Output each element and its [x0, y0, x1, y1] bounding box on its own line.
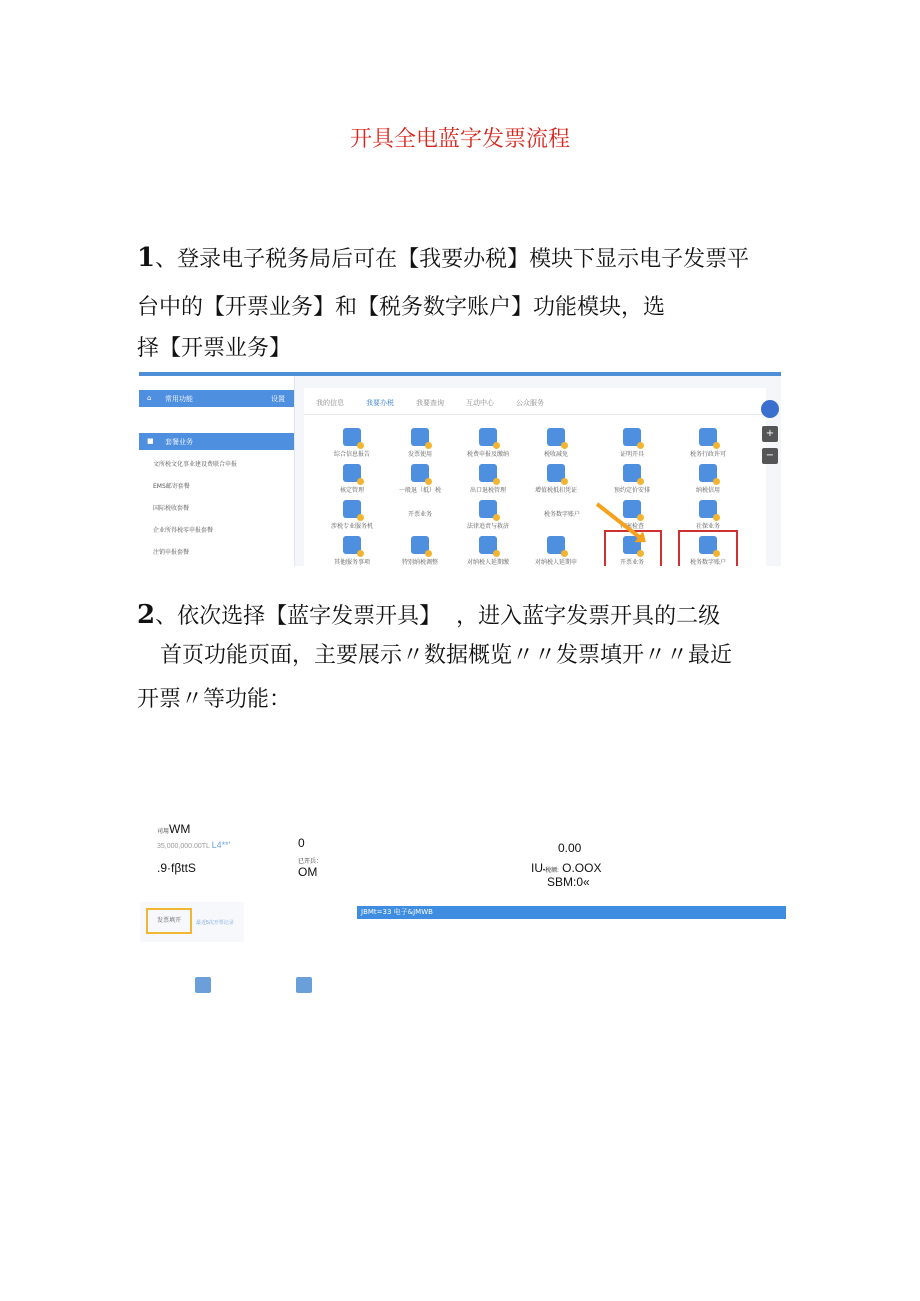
- issued-value: OM: [298, 865, 318, 879]
- tile-credit[interactable]: 纳税信用: [680, 464, 736, 494]
- tile-digital-account[interactable]: 税务数字账户: [680, 536, 736, 566]
- archive-icon: [623, 500, 641, 518]
- sidebar-item[interactable]: EMS邮寄套餐: [153, 483, 190, 490]
- home-icon: ⌂: [147, 394, 152, 402]
- credit-icon: [699, 464, 717, 482]
- calendar-icon: [623, 464, 641, 482]
- tile-agency[interactable]: 涉税专业服务机: [324, 500, 380, 530]
- tab-public[interactable]: 公众服务: [516, 399, 544, 407]
- tile-invoicing-text[interactable]: 开票业务: [407, 511, 432, 518]
- sidebar-header[interactable]: ⌂ 常用功能 设置: [139, 390, 294, 407]
- step2-line3: 开票〃等功能：: [137, 687, 292, 712]
- deduction-icon: [547, 464, 565, 482]
- step2-number: 2: [137, 600, 156, 630]
- sidebar: [139, 376, 295, 566]
- cloud-icon: [479, 428, 497, 446]
- sidebar-item[interactable]: 企业所得税零申报套餐: [153, 527, 214, 534]
- certificate-icon: [623, 428, 641, 446]
- tile-pricing[interactable]: 预约定价安排: [604, 464, 660, 494]
- tab-tax-services[interactable]: 我要办税: [366, 399, 394, 407]
- zoom-out-icon[interactable]: −: [762, 448, 778, 464]
- step1-line3: 择【开票业务】: [137, 336, 292, 361]
- step2-line1: 2、依次选择【蓝字发票开具】 ，进入蓝字发票开具的二级: [137, 600, 721, 630]
- tile-archive[interactable]: 档案检查: [604, 500, 660, 530]
- report-icon: [343, 428, 361, 446]
- tile-verification[interactable]: 核定管理: [324, 464, 380, 494]
- heart-icon: [343, 536, 361, 554]
- gavel-icon: [479, 500, 497, 518]
- tile-invoicing[interactable]: 开票业务: [604, 536, 660, 566]
- tile-vat-deduction[interactable]: 增值税抵扣凭证: [528, 464, 584, 494]
- etax-portal-screenshot: [139, 372, 781, 566]
- tile-adjustment[interactable]: 特别纳税调整: [392, 536, 448, 566]
- tile-legal[interactable]: 法律追责与救济: [460, 500, 516, 530]
- export-icon: [479, 464, 497, 482]
- printer-icon[interactable]: [296, 977, 312, 993]
- invoice-fill-button[interactable]: 发票填开: [146, 908, 192, 934]
- highlight-digital-account: [678, 530, 738, 566]
- step2-line2: 首页功能页面，主要展示〃数据概览〃〃发票填开〃〃最近: [160, 643, 733, 668]
- building-icon: [343, 500, 361, 518]
- tab-query[interactable]: 我要查询: [416, 399, 444, 407]
- quota-value: 35,000,000.00TL L4**': [157, 840, 231, 850]
- tile-digital-account-text[interactable]: 税务数字账户: [543, 511, 580, 518]
- quota-sub: .9·fβttS: [157, 861, 196, 875]
- tile-invoice-use[interactable]: 发票使用: [392, 428, 448, 458]
- tile-tax-declaration[interactable]: 税费申报及缴纳: [460, 428, 516, 458]
- relief-icon: [547, 428, 565, 446]
- permit-icon: [699, 428, 717, 446]
- amount-value: 0.00: [558, 841, 582, 855]
- main-panel: [304, 388, 766, 566]
- sidebar-item[interactable]: 注销申报套餐: [153, 549, 190, 556]
- tab-my-info[interactable]: 我的信息: [316, 399, 344, 407]
- package-icon: ■: [147, 437, 154, 445]
- sbm-value: SBM:0«: [547, 875, 590, 889]
- doc-title: 开具全电蓝字发票流程: [349, 127, 570, 152]
- step1-number: 1: [137, 243, 156, 273]
- social-icon: [699, 500, 717, 518]
- tab-interaction[interactable]: 互动中心: [466, 399, 494, 407]
- tile-other[interactable]: 其他服务事项: [324, 536, 380, 566]
- invoice-icon: [411, 428, 429, 446]
- invoice-icon[interactable]: [195, 977, 211, 993]
- recent-invoice-link[interactable]: 最近5次开票记录: [196, 920, 234, 926]
- tile-admin-permit[interactable]: 税务行政许可: [680, 428, 736, 458]
- tile-deferred-declaration[interactable]: 对纳税人延期申: [528, 536, 584, 566]
- step1-line1: 1、登录电子税务局后可在【我要办税】模块下显示电子发票平: [137, 243, 750, 273]
- avatar[interactable]: [761, 400, 779, 418]
- hand-icon: [479, 536, 497, 554]
- sidebar-item[interactable]: 文所税文化事业建设费联合申报: [153, 461, 238, 468]
- sidebar-item-packages[interactable]: ■ 套餐业务: [139, 433, 294, 450]
- issued-label: 已开兵：: [298, 859, 323, 865]
- tile-social-security[interactable]: 社保业务: [680, 500, 736, 530]
- invoice-count: 0: [298, 836, 305, 850]
- tax-amount: IU•税额: O.OOX: [531, 861, 602, 875]
- tile-certificate[interactable]: 证明开具: [604, 428, 660, 458]
- tile-tax-relief[interactable]: 税收减免: [528, 428, 584, 458]
- tile-deferred-payment[interactable]: 对纳税人延期缴: [460, 536, 516, 566]
- shield-icon: [411, 464, 429, 482]
- zoom-in-icon[interactable]: +: [762, 426, 778, 442]
- step1-line2: 台中的【开票业务】和【税务数字账户】功能模块，选: [137, 295, 666, 320]
- verify-icon: [343, 464, 361, 482]
- section-bar: JBMt=33 电子&JMWB: [357, 906, 786, 919]
- tile-export-refund[interactable]: 出口退税管理: [460, 464, 516, 494]
- tile-info-report[interactable]: 综合信息报告: [324, 428, 380, 458]
- quota-label: 司用WM: [157, 822, 191, 836]
- tile-refund[interactable]: 一般退（抵）税: [392, 464, 448, 494]
- tab-divider: [304, 414, 766, 415]
- edit-icon: [411, 536, 429, 554]
- sidebar-item[interactable]: 国际税收套餐: [153, 505, 190, 512]
- document-icon: [547, 536, 565, 554]
